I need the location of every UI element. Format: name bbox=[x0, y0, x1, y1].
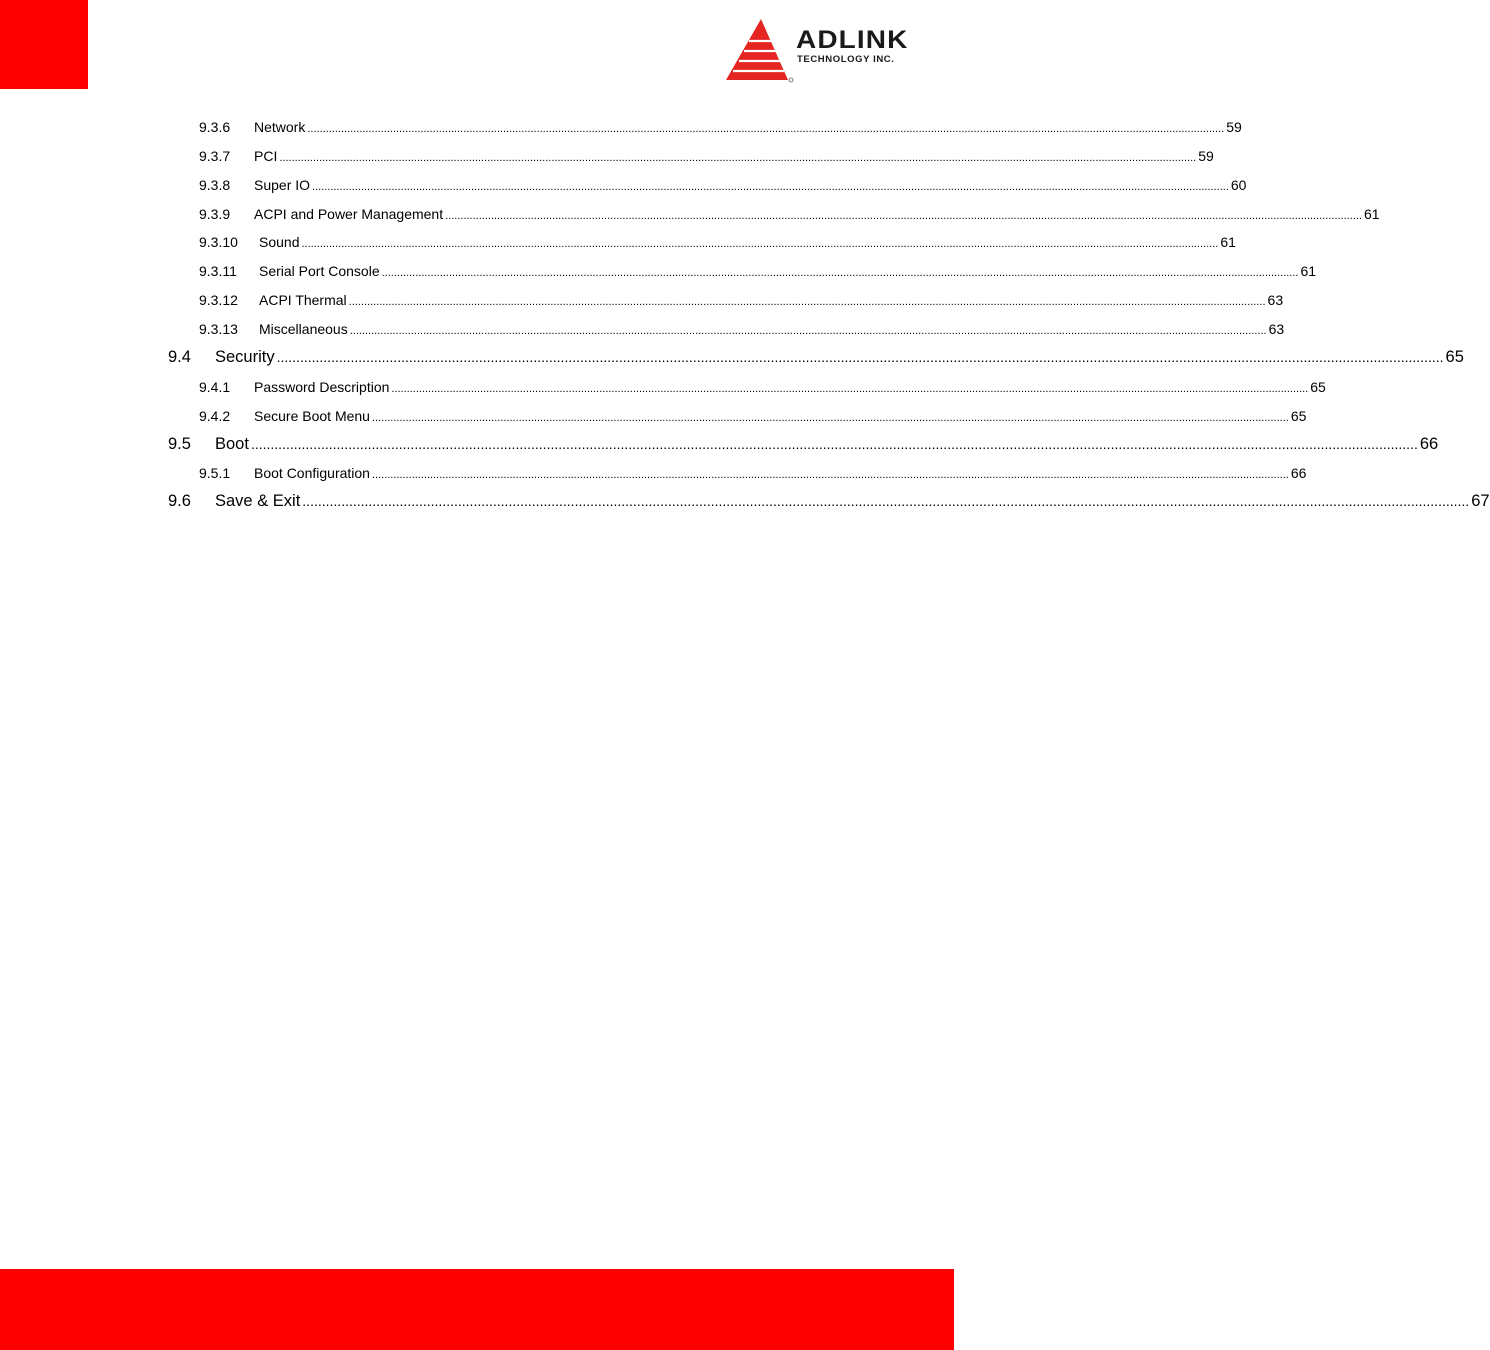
toc-entry-title: Serial Port Console bbox=[259, 263, 380, 279]
toc-entry[interactable] bbox=[199, 206, 1380, 224]
toc-entry-page: 60 bbox=[1230, 177, 1247, 193]
toc-entry[interactable] bbox=[199, 177, 1247, 195]
toc-entry-number: 9.3.13 bbox=[199, 321, 238, 337]
toc-entry-title: Secure Boot Menu bbox=[254, 408, 370, 424]
toc-entry-page: 63 bbox=[1267, 292, 1284, 308]
toc-entry-title: PCI bbox=[254, 148, 278, 164]
toc-dot-leader: ............................................................................................................................................................................................................................................................................................................ bbox=[371, 412, 1289, 424]
toc-entry-number: 9.4 bbox=[168, 348, 191, 366]
toc-entry[interactable] bbox=[199, 292, 1284, 310]
toc-entry-title: Boot Configuration bbox=[254, 465, 370, 481]
toc-entry-title: Network bbox=[254, 119, 306, 135]
toc-entry[interactable] bbox=[199, 465, 1307, 483]
toc-entry-title: Save & Exit bbox=[215, 492, 301, 510]
toc-entry-title: Password Description bbox=[254, 379, 390, 395]
toc-entry-number: 9.6 bbox=[168, 492, 191, 510]
toc-entry-title: Boot bbox=[215, 435, 249, 453]
toc-dot-leader: ............................................................................................................................................................................................................................................................................................................ bbox=[302, 493, 1470, 509]
toc-dot-leader: ............................................................................................................................................................................................................................................................................................................ bbox=[371, 469, 1289, 481]
adlink-logo bbox=[724, 18, 938, 84]
toc-dot-leader: ............................................................................................................................................................................................................................................................................................................ bbox=[279, 152, 1197, 164]
toc-dot-leader: ............................................................................................................................................................................................................................................................................................................ bbox=[445, 210, 1362, 222]
toc-entry-title: Miscellaneous bbox=[259, 321, 348, 337]
toc-entry-number: 9.3.8 bbox=[199, 177, 231, 193]
toc-entry-number: 9.3.12 bbox=[199, 292, 238, 308]
toc-entry-number: 9.3.11 bbox=[199, 263, 237, 279]
toc-dot-leader: ............................................................................................................................................................................................................................................................................................................ bbox=[349, 325, 1267, 337]
toc-entry[interactable] bbox=[199, 119, 1242, 137]
toc-entry-title: ACPI and Power Management bbox=[254, 206, 444, 222]
toc-entry-number: 9.3.9 bbox=[199, 206, 231, 222]
toc-entry-title: ACPI Thermal bbox=[259, 292, 347, 308]
toc-entry-page: 61 bbox=[1220, 234, 1236, 250]
toc-dot-leader: ............................................................................................................................................................................................................................................................................................................ bbox=[250, 436, 1418, 452]
logo-subtitle: TECHNOLOGY INC. bbox=[797, 54, 895, 65]
toc-dot-leader: ............................................................................................................................................................................................................................................................................................................ bbox=[312, 181, 1229, 193]
toc-entry-number: 9.4.1 bbox=[199, 379, 231, 395]
toc-dot-leader: ............................................................................................................................................................................................................................................................................................................ bbox=[348, 296, 1266, 308]
toc-entry-number: 9.3.7 bbox=[199, 148, 231, 164]
toc-entry-number: 9.5 bbox=[168, 435, 191, 453]
toc-entry-page: 66 bbox=[1419, 435, 1439, 453]
toc-dot-leader: ............................................................................................................................................................................................................................................................................................................ bbox=[301, 238, 1219, 250]
toc-entry[interactable] bbox=[168, 492, 1490, 514]
toc-entry-title: Sound bbox=[259, 234, 300, 250]
toc-entry-page: 65 bbox=[1445, 348, 1464, 366]
toc-entry-number: 9.5.1 bbox=[199, 465, 231, 481]
toc-entry-page: 61 bbox=[1300, 263, 1317, 279]
toc-entry-page: 63 bbox=[1268, 321, 1285, 337]
toc-dot-leader: ............................................................................................................................................................................................................................................................................................................ bbox=[391, 383, 1309, 395]
toc-entry-page: 65 bbox=[1290, 408, 1307, 424]
toc-entry-number: 9.3.10 bbox=[199, 234, 238, 250]
toc-dot-leader: ............................................................................................................................................................................................................................................................................................................ bbox=[381, 267, 1299, 279]
toc-entry-number: 9.4.2 bbox=[199, 408, 231, 424]
toc-entry-page: 67 bbox=[1471, 492, 1490, 510]
toc-entry-number: 9.3.6 bbox=[199, 119, 231, 135]
toc-entry-page: 61 bbox=[1363, 206, 1380, 222]
footer-red-bar bbox=[0, 1269, 954, 1350]
toc-entry[interactable] bbox=[199, 263, 1317, 281]
toc-entry-page: 59 bbox=[1198, 148, 1214, 164]
toc-entry[interactable] bbox=[199, 148, 1214, 166]
toc-entry[interactable] bbox=[168, 348, 1464, 370]
toc-dot-leader: ............................................................................................................................................................................................................................................................................................................ bbox=[276, 349, 1444, 365]
logo-wordmark: ADLINK bbox=[796, 26, 909, 54]
adlink-triangle-icon bbox=[724, 18, 794, 84]
toc-entry[interactable] bbox=[199, 234, 1236, 252]
toc-entry-page: 66 bbox=[1290, 465, 1307, 481]
toc-entry[interactable] bbox=[199, 408, 1307, 426]
toc-entry[interactable] bbox=[199, 379, 1326, 397]
toc-dot-leader: ............................................................................................................................................................................................................................................................................................................ bbox=[307, 123, 1225, 135]
toc-entry-page: 65 bbox=[1310, 379, 1326, 395]
toc-entry-title: Super IO bbox=[254, 177, 311, 193]
toc-entry[interactable] bbox=[199, 321, 1285, 339]
toc-entry[interactable] bbox=[168, 435, 1439, 457]
toc-entry-title: Security bbox=[215, 348, 275, 366]
header-red-block bbox=[0, 0, 88, 89]
toc-entry-page: 59 bbox=[1226, 119, 1242, 135]
